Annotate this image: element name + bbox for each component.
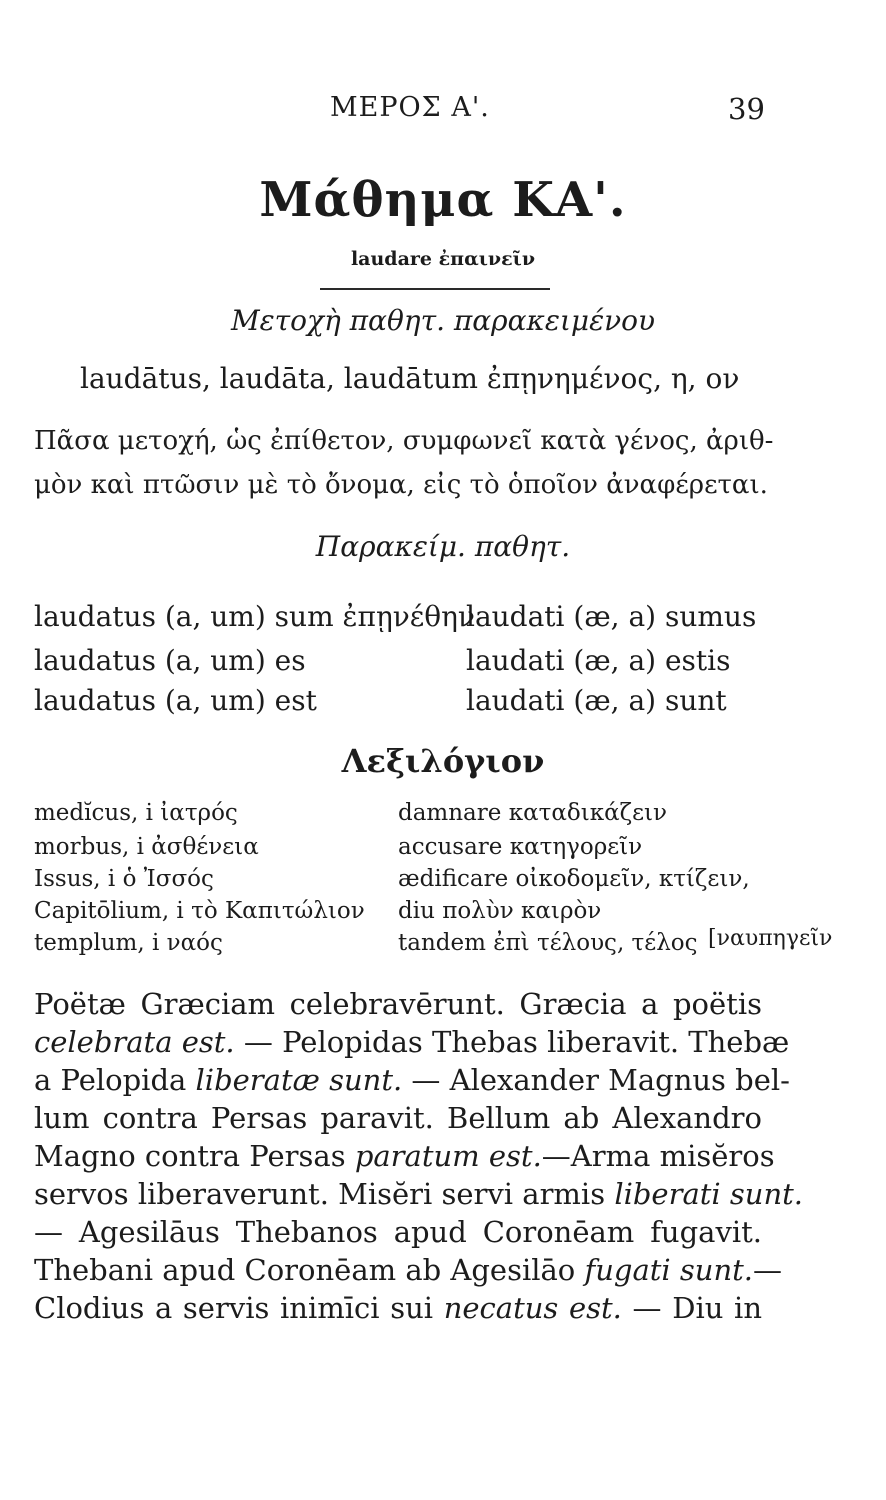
rule-line-2: μὸν καὶ πτῶσιν μὲ τὸ ὄνομα, εἰς τὸ ὁποῖον ἀναφέρεται. xyxy=(34,470,768,500)
lesson-title: Μάθημα ΚΑ'. xyxy=(259,172,627,228)
vocab-right-1: damnare καταδικάζειν xyxy=(398,800,668,826)
exercise-line xyxy=(34,1099,762,1137)
participle-subtitle: Μετοχὴ παθητ. παρακειμένου xyxy=(230,304,656,337)
exercise-segment: —Arma misĕros xyxy=(541,1139,775,1173)
conj-plural-2: laudati (æ, a) estis xyxy=(466,644,731,677)
conj-plural-3: laudati (æ, a) sunt xyxy=(466,684,727,717)
exercise-line xyxy=(34,1251,783,1289)
vocab-left-4: Capitōlium, i τὸ Καπιτώλιον xyxy=(34,898,365,924)
exercise-line xyxy=(34,1289,762,1327)
exercise-segment: — Agesilāus Thebanos apud Coronēam fugavit. xyxy=(34,1215,762,1249)
participle-forms: laudātus, laudāta, laudātum ἐπῃνημένος, η, ον xyxy=(80,362,740,395)
vocab-right-4: diu πολὺν καιρὸν xyxy=(398,898,602,924)
exercise-segment: Clodius a servis inimīci sui xyxy=(34,1291,444,1325)
conj-singular-3: laudatus (a, um) est xyxy=(34,684,317,717)
exercise-italic-segment: fugati sunt. xyxy=(584,1253,754,1287)
exercise-segment: — Pelopidas Thebas liberavit. Thebæ xyxy=(234,1025,790,1059)
vocab-left-3: Issus, i ὁ Ἰσσός xyxy=(34,866,214,892)
exercise-segment: a Pelopida xyxy=(34,1063,196,1097)
lesson-verb: laudare ἐπαινεῖν xyxy=(350,248,536,270)
exercise-line xyxy=(34,1061,790,1099)
rule-line-1: Πᾶσα μετοχή, ὡς ἐπίθετον, συμφωνεῖ κατὰ γένος, ἀριθ- xyxy=(34,426,774,456)
vocab-right-3: ædificare οἰκοδομεῖν, κτίζειν, xyxy=(398,866,750,892)
exercise-segment: — xyxy=(753,1253,783,1287)
divider-rule xyxy=(320,288,550,290)
vocab-right-5: tandem ἐπὶ τέλους, τέλος xyxy=(398,930,698,956)
vocab-left-2: morbus, i ἀσθένεια xyxy=(34,834,259,860)
exercise-line xyxy=(34,1175,803,1213)
exercise-line xyxy=(34,1023,790,1061)
vocab-right-2: accusare κατηγορεῖν xyxy=(398,834,643,860)
conj-singular-1: laudatus (a, um) sum ἐπῃνέθην xyxy=(34,600,475,633)
exercise-segment: — Alexander Magnus bel- xyxy=(402,1063,790,1097)
exercise-segment: — Diu in xyxy=(621,1291,763,1325)
conj-plural-1: laudati (æ, a) sumus xyxy=(466,600,757,633)
exercise-italic-segment: celebrata est. xyxy=(34,1025,235,1059)
exercise-text xyxy=(34,985,803,1327)
exercise-segment: Thebani apud Coronēam ab Agesilāo xyxy=(34,1253,585,1287)
exercise-segment: Magno contra Persas xyxy=(34,1139,355,1173)
exercise-segment: servos liberaverunt. Misĕri servi armis xyxy=(34,1177,615,1211)
vocab-extra: [ναυπηγεῖν xyxy=(708,926,833,951)
page-number: 39 xyxy=(728,92,765,126)
exercise-segment: lum contra Persas paravit. Bellum ab Alexandro xyxy=(34,1101,762,1135)
exercise-line xyxy=(34,1137,775,1175)
exercise-segment: Poëtæ Græciam celebravērunt. Græcia a poëtis xyxy=(34,987,762,1021)
exercise-italic-segment: liberatæ sunt. xyxy=(195,1063,403,1097)
exercise-italic-segment: liberati sunt. xyxy=(614,1177,803,1211)
vocab-left-5: templum, i ναός xyxy=(34,930,223,956)
conj-singular-2: laudatus (a, um) es xyxy=(34,644,306,677)
conjugation-title: Παρακείμ. παθητ. xyxy=(315,530,571,563)
running-head: ΜΕΡΟΣ Α'. xyxy=(330,92,490,123)
vocabulary-title: Λεξιλόγιον xyxy=(341,742,545,780)
exercise-italic-segment: paratum est. xyxy=(354,1139,542,1173)
exercise-italic-segment: necatus est. xyxy=(443,1291,622,1325)
vocab-left-1: medĭcus, i ἰατρός xyxy=(34,800,238,826)
exercise-line xyxy=(34,1213,762,1251)
exercise-line xyxy=(34,985,762,1023)
